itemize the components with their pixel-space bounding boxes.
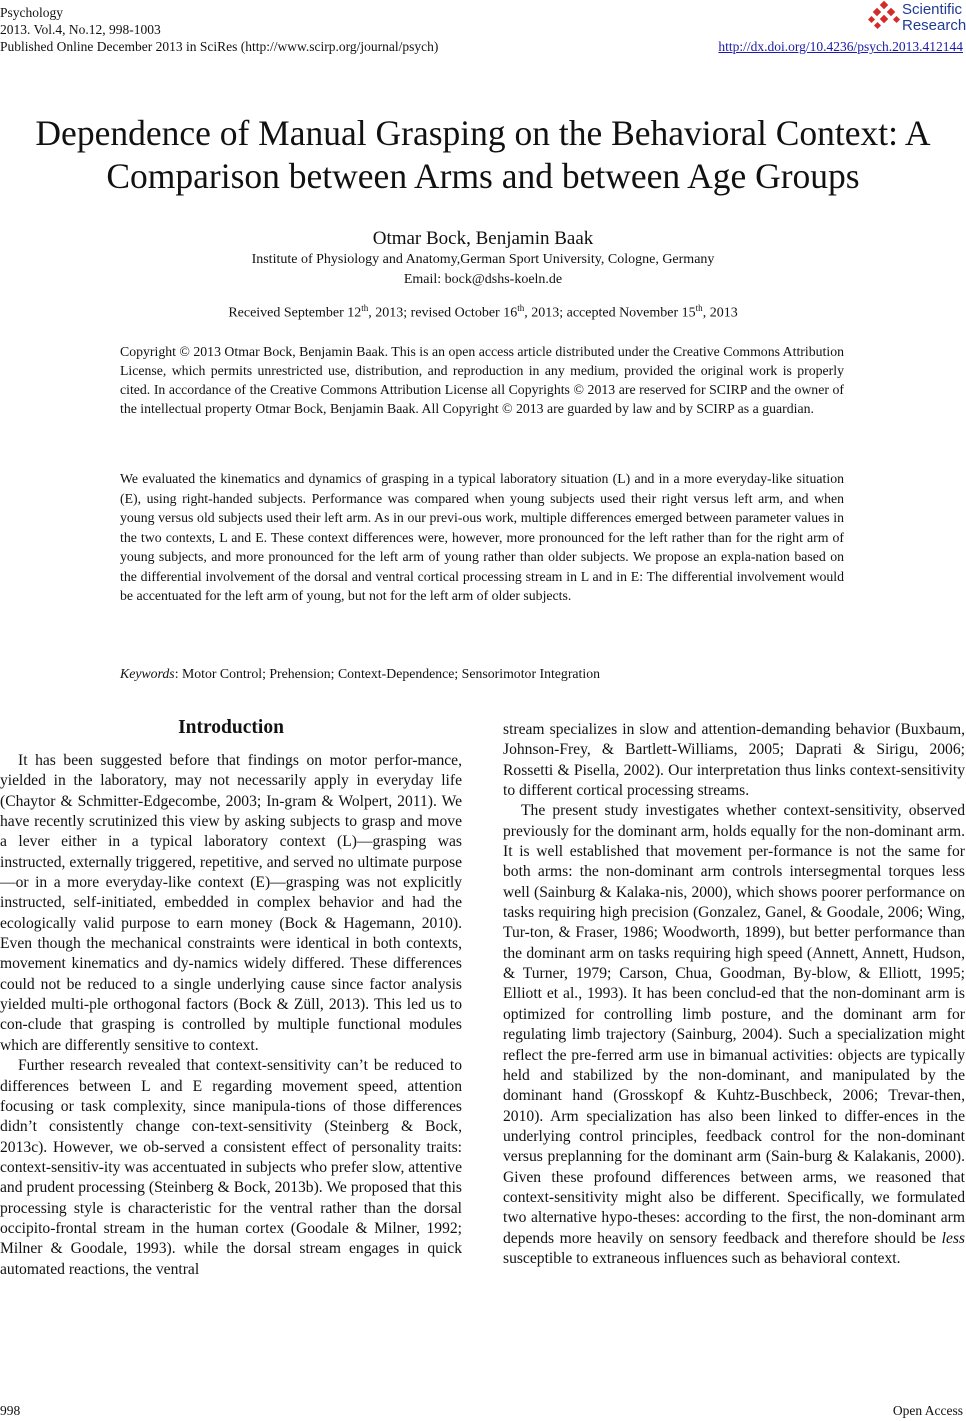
logo-word-1: Scientific: [902, 1, 963, 18]
paragraph: The present study investigates whether context-sensitivity, observed previously for the dominant arm, holds equally for the non-dominant arm. It is well established that movement per-formance is not the same for both arms: the non-dominant arm controls intersegmental torques less well (Sainburg & Kalaka-nis, 2000), which shows poorer performance on tasks requiring high precision (Gonzalez, Ganel, & Goodale, 2006; Wing, Tur-ton, & Fraser, 1986; Woodworth, 1899), but better performance than the dominant arm on tasks requiring high speed (Annett, Annett, Hudson, & Turner, 1979; Carson, Chua, Goodman, By-blow, & Elliott, 1995; Elliott et al., 1993). It has been conclud-ed that the non-dominant arm is optimized for controlling limb posture, and the dominant arm for regulating limb trajectory (Sainburg, 2004). Such a specialization might reflect the pre-ferred arm use in bimanual activities: objects are typically held and stabilized by the non-dominant, and manipulated by the dominant hand (Grosskopf & Kuhtz-Buschbeck, 2006; Trevar-then, 2010). Arm specialization has also been linked to differ-ences in the underlying control principles, feedback control for the non-dominant versus preplanning for the dominant arm (Sain-burg & Kalakanis, 2000). Given these profound differences between arms, we reasoned that context-sensitivity might also be different. Specifically, we formulated two alternative hypo-theses: according to the first, the non-dominant arm depends more heavily on sensory feedback and therefore should be less susceptible to extraneous influences such as behavioral context.: [503, 802, 965, 1267]
publication-info: Published Online December 2013 in SciRes (http://www.scirp.org/journal/psych): [0, 39, 439, 54]
logo-word-2: Research: [902, 17, 966, 34]
doi-link[interactable]: http://dx.doi.org/10.4236/psych.2013.412144: [718, 39, 963, 54]
keywords: [120, 664, 844, 684]
abstract: We evaluated the kinematics and dynamics of grasping in a typical laboratory situation (L) and in a more everyday-like situation (E), using right-handed subjects. Performance was compared when young subjects used their right versus left arm, and when young versus old subjects used their left arm. As in our previ-ous work, multiple differences emerged between parameter values in the two contexts, L and E. These context differences were, however, more pronounced for the left rather than for the right arm of young subjects, and more pronounced for the left arm of young rather than older subjects. We propose an expla-nation based on the differential involvement of the dorsal and ventral cortical processing stream in L and in E: The differential involvement would be accentuated for the left arm of young, but not for the left arm of older subjects.: [120, 471, 844, 603]
keywords-list: : Motor Control; Prehension; Context-Dependence; Sensorimotor Integration: [174, 666, 601, 681]
paragraph: It has been suggested before that findings on motor perfor-mance, yielded in the laboratory, may not necessarily apply in everyday life (Chaytor & Schmitter-Edgecombe, 2003; In-gram & Wolpert, 2011). We have recently scrutinized this view by asking subjects to grasp and move a lever either in a typical laboratory context (L)—grasping was instructed, externally triggered, repetitive, and served no ultimate purpose—or in a more everyday-like context (E)—grasping was not explicitly instructed, self-initiated, embedded in complex behavior and had the ecologically valid purpose to earn money (Bock & Hagemann, 2010). Even though the mechanical constraints were identical in both contexts, movement kinematics and dy-namics widely differed. These differences could not be reduced to a single underlying cause since factor analysis yielded multi-ple orthogonal factors (Bock & Züll, 2013). This led us to con-clude that grasping is controlled by multiple functional modules which are differently sensitive to context.: [0, 752, 462, 1054]
affiliation: Institute of Physiology and Anatomy,German Sport University, Cologne, Germany: [251, 252, 715, 267]
right-column: [503, 720, 965, 1269]
email: Email: bock@dshs-koeln.de: [403, 272, 563, 287]
affiliation-block: [0, 250, 966, 290]
left-column: [0, 716, 462, 1280]
page-number: 998: [0, 1403, 21, 1418]
journal-name: Psychology: [0, 5, 64, 20]
paper-title: [0, 112, 966, 198]
paragraph: Further research revealed that context-sensitivity can’t be reduced to differences between L and E regarding movement speed, attention focusing or task complexity, since manipula-tions of those differences didn’t consistently change con-text-sensitivity (Steinberg & Bock, 2013c). However, we ob-served a consistent effect of personality traits: context-sensitiv-ity was accentuated in subjects who prefer slow, attentive and prudent processing (Steinberg & Bock, 2013b). We proposed that this processing style is characteristic for the ventral rather than the dorsal occipito-frontal stream in the human cortex (Goodale & Milner, 1992; Milner & Goodale, 1993). while the dorsal stream engages in quick automated reactions, the ventral: [0, 1057, 462, 1278]
volume-info: 2013. Vol.4, No.12, 998-1003: [0, 22, 161, 37]
paragraph: stream specializes in slow and attention-demanding behavior (Buxbaum, Johnson-Frey, & Bartlett-Williams, 2005; Daprati & Sirigu, 2006; Rossetti & Pisella, 2002). Our interpretation thus links context-sensitivity to different cortical processing streams.: [503, 721, 965, 800]
title-line-2: Comparison between Arms and between Age Groups: [106, 156, 860, 196]
publisher-logo: [868, 0, 966, 34]
open-access-label: Open Access: [892, 1403, 963, 1418]
keywords-label: Keywords: [120, 666, 175, 681]
copyright-notice: Copyright © 2013 Otmar Bock, Benjamin Baak. This is an open access article distributed under the Creative Commons Attribution License, which permits unrestricted use, distribution, and reproduction in any medium, provided the original work is properly cited. In accordance of the Creative Commons Attribution License all Copyrights © 2013 are reserved for SCIRP and the owner of the intellectual property Otmar Bock, Benjamin Baak. All Copyright © 2013 are guarded by law and by SCIRP as a guardian.: [120, 344, 844, 416]
authors: Otmar Bock, Benjamin Baak: [372, 228, 594, 249]
section-heading-introduction: Introduction: [178, 717, 284, 738]
title-line-1: Dependence of Manual Grasping on the Behavioral Context: A: [35, 113, 931, 153]
logo-mark-icon: [868, 0, 902, 34]
received-dates: Received September 12th, 2013; revised October 16th, 2013; accepted November 15th, 2013: [228, 303, 738, 321]
